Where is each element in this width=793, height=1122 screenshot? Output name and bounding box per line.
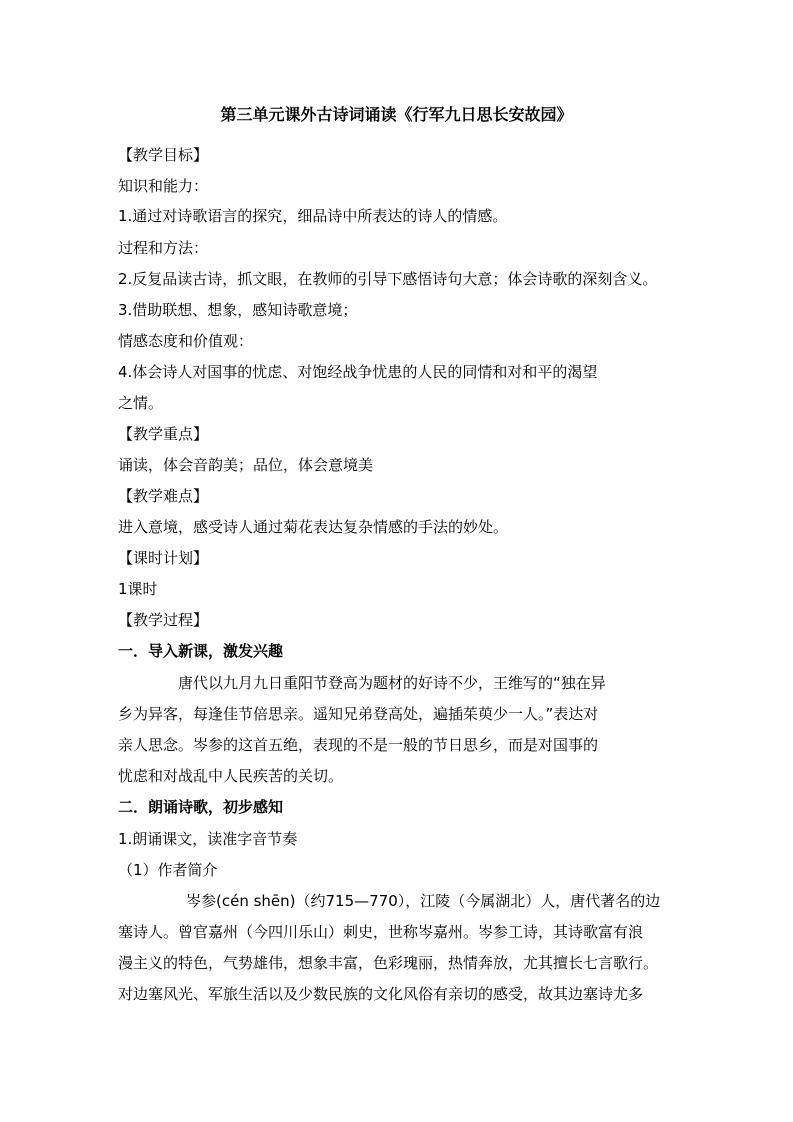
goal-item-3: 3.借助联想、想象，感知诗歌意境； bbox=[118, 301, 358, 319]
author-paragraph-line-1: 岑参(cén shēn)（约715—770），江陵（今属湖北）人，唐代著名的边 bbox=[186, 892, 661, 910]
subheading-knowledge-ability: 知识和能力： bbox=[118, 177, 209, 195]
section-heading-schedule: 【课时计划】 bbox=[118, 549, 209, 567]
document-title: 第三单元课外古诗词诵读《行军九日思长安故园》 bbox=[220, 105, 573, 124]
step-heading-recitation: 二．朗诵诗歌，初步感知 bbox=[118, 798, 284, 816]
introduction-paragraph-line-4: 忧虑和对战乱中人民疾苦的关切。 bbox=[118, 767, 344, 785]
goal-item-1: 1.通过对诗歌语言的探究，细品诗中所表达的诗人的情感。 bbox=[118, 207, 508, 225]
section-heading-teaching-goals: 【教学目标】 bbox=[118, 146, 209, 164]
schedule-text: 1课时 bbox=[118, 580, 158, 598]
goal-item-4: 4.体会诗人对国事的忧虑、对饱经战争忧患的人民的同情和对和平的渴望 bbox=[118, 363, 598, 381]
section-heading-difficulties: 【教学难点】 bbox=[118, 487, 209, 505]
section-heading-key-points: 【教学重点】 bbox=[118, 425, 209, 443]
subheading-process-method: 过程和方法： bbox=[118, 239, 209, 257]
subheading-attitude-values: 情感态度和价值观： bbox=[118, 332, 254, 350]
difficulties-text: 进入意境，感受诗人通过菊花表达复杂情感的手法的妙处。 bbox=[118, 518, 509, 536]
section-heading-process: 【教学过程】 bbox=[118, 611, 209, 629]
introduction-paragraph-line-1: 唐代以九月九日重阳节登高为题材的好诗不少，王维写的“独在异 bbox=[178, 674, 606, 692]
author-paragraph-line-2: 塞诗人。曾官嘉州（今四川乐山）刺史，世称岑嘉州。岑参工诗，其诗歌富有浪 bbox=[118, 923, 644, 941]
recitation-item-1: 1.朗诵课文，读准字音节奏 bbox=[118, 830, 298, 848]
goal-item-2: 2.反复品读古诗，抓文眼，在教师的引导下感悟诗句大意；体会诗歌的深刻含义。 bbox=[118, 270, 658, 288]
key-points-text: 诵读，体会音韵美；品位，体会意境美 bbox=[118, 456, 374, 474]
author-intro-heading: （1）作者简介 bbox=[118, 861, 218, 879]
author-paragraph-line-3: 漫主义的特色，气势雄伟，想象丰富，色彩瑰丽，热情奔放，尤其擅长七言歌行。 bbox=[118, 954, 659, 972]
author-paragraph-line-4: 对边塞风光、军旅生活以及少数民族的文化风俗有亲切的感受，故其边塞诗尤多 bbox=[118, 985, 644, 1003]
goal-item-4-continued: 之情。 bbox=[118, 394, 164, 412]
step-heading-introduction: 一．导入新课，激发兴趣 bbox=[118, 642, 284, 660]
introduction-paragraph-line-2: 乡为异客，每逢佳节倍思亲。遥知兄弟登高处，遍插茱萸少一人。”表达对 bbox=[118, 705, 599, 723]
introduction-paragraph-line-3: 亲人思念。岑参的这首五绝，表现的不是一般的节日思乡，而是对国事的 bbox=[118, 736, 599, 754]
